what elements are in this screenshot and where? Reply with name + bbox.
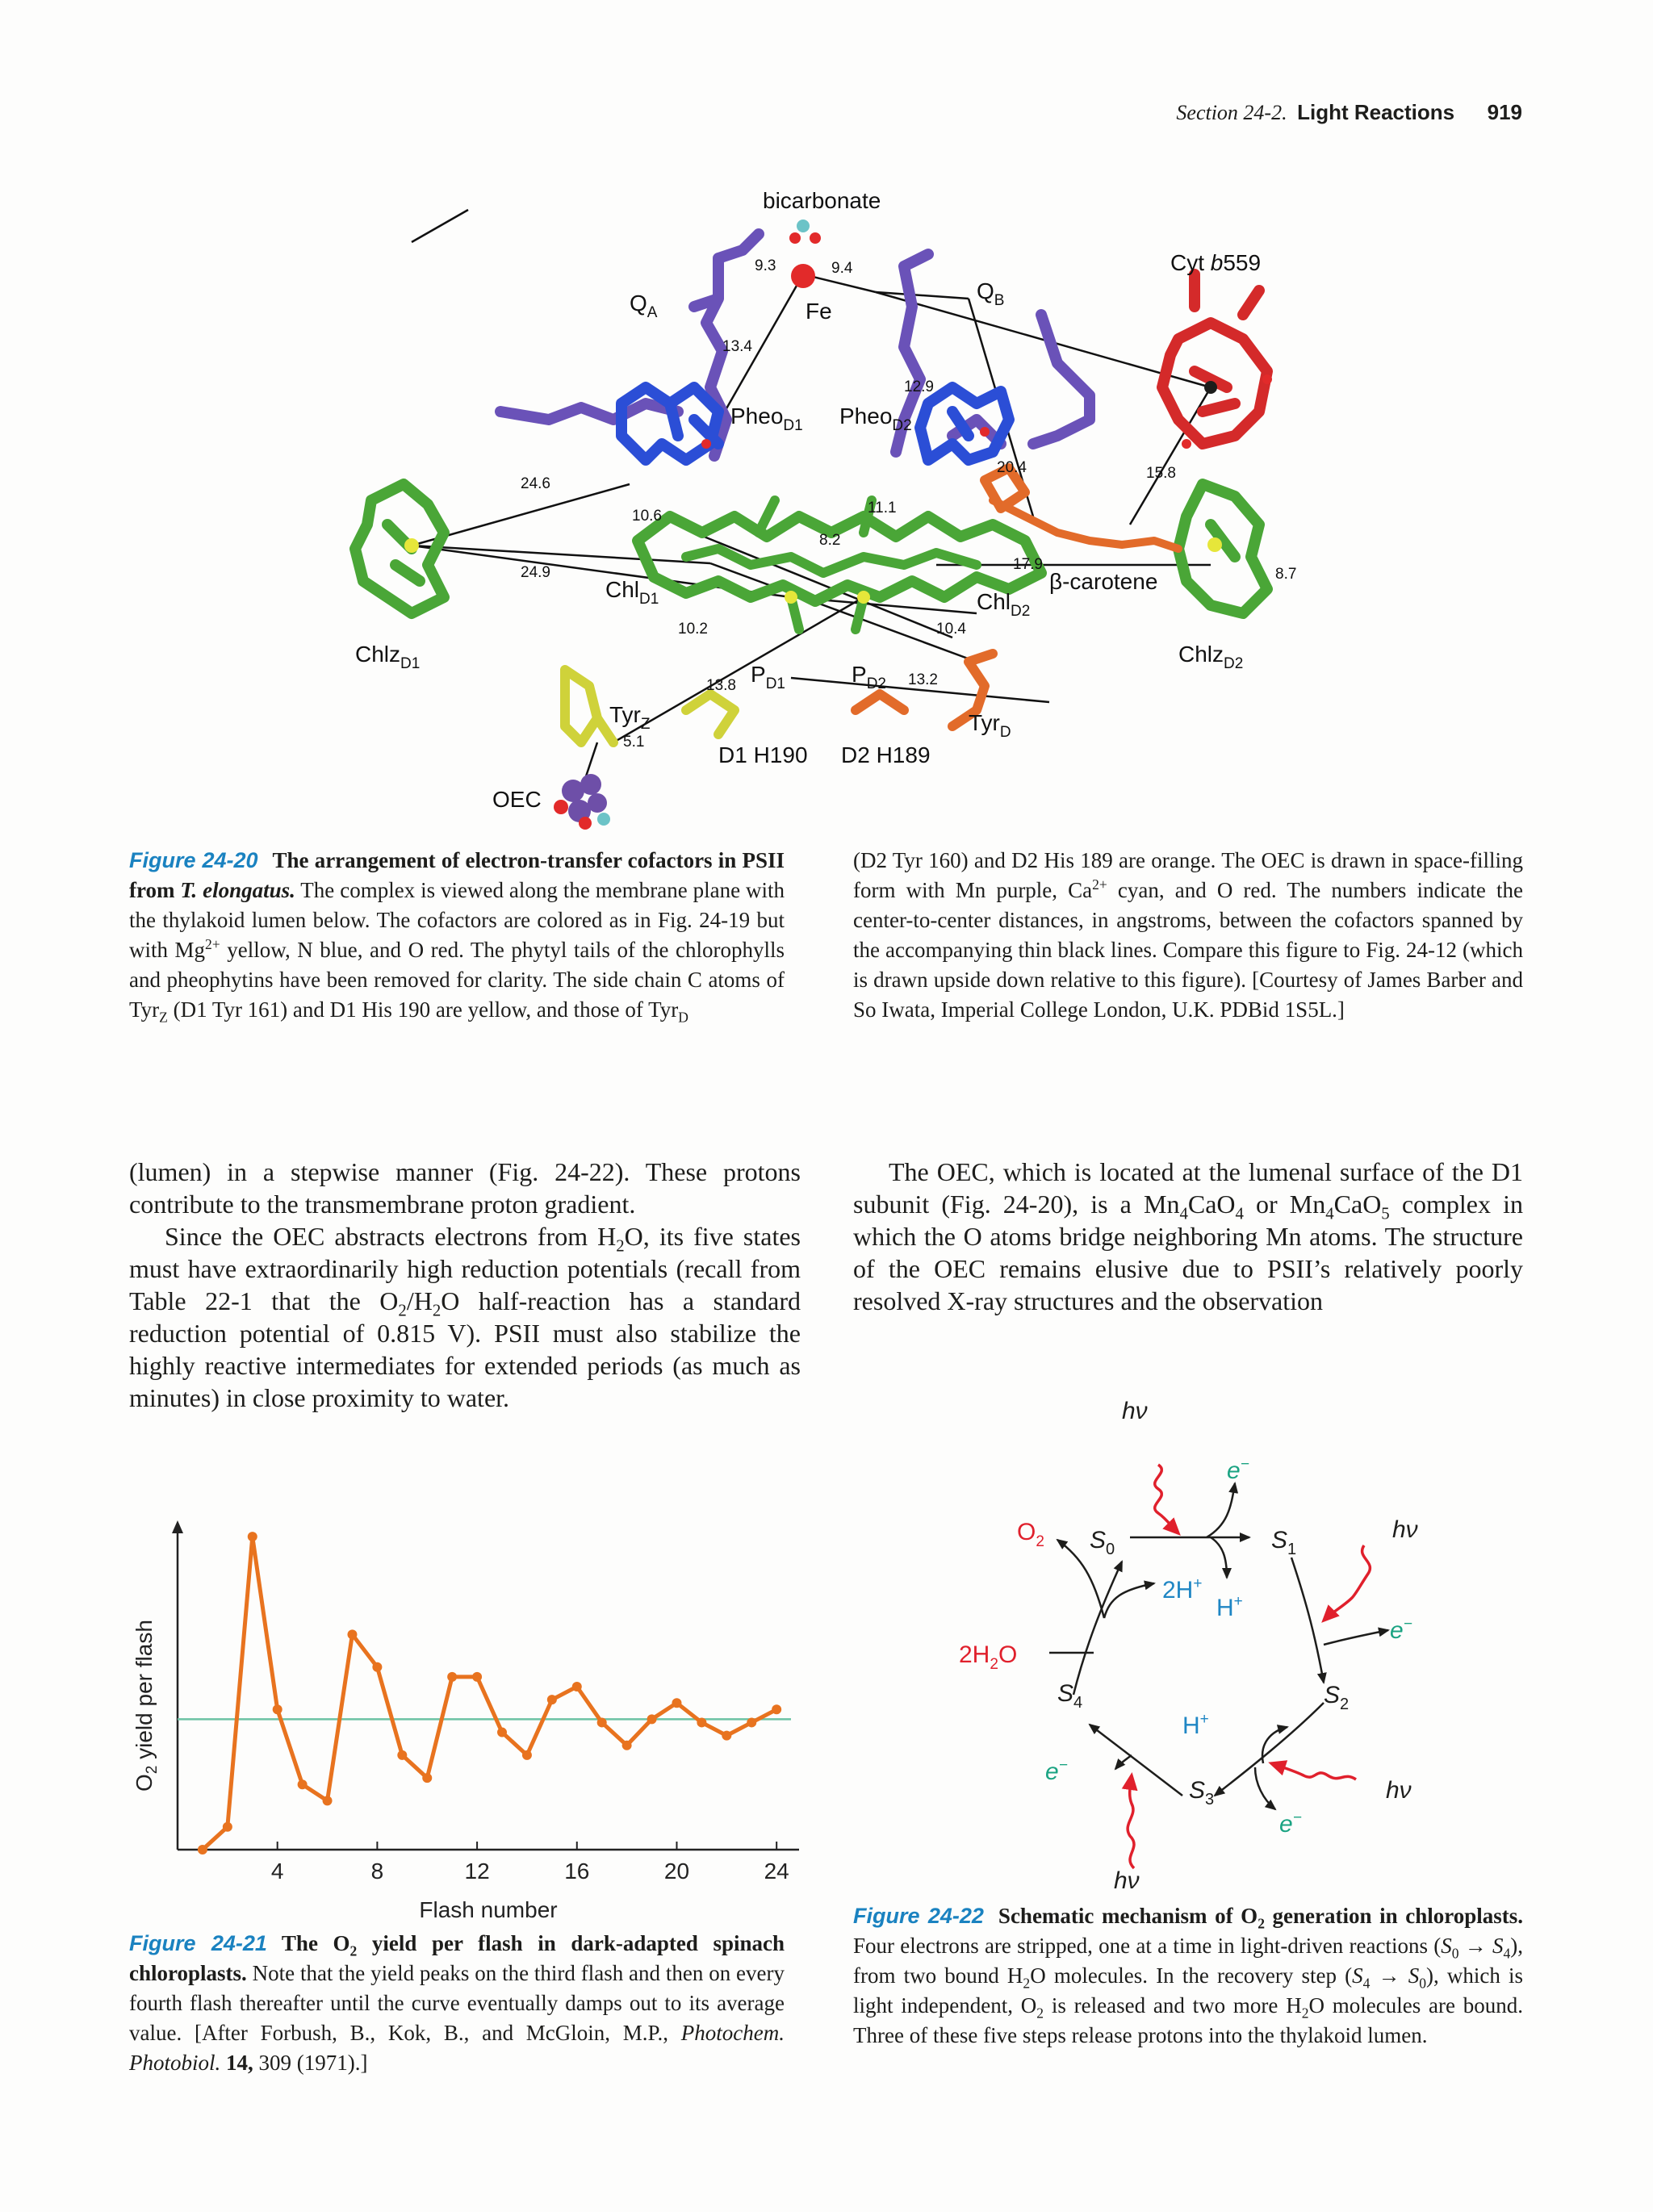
data-point [422,1773,432,1783]
distance-label: 9.3 [755,257,776,274]
chart-ylabel: $O_2$ yield per flash [132,1620,161,1792]
distance-label: 10.4 [936,621,966,638]
figure-label: Figure 24-22 [853,1904,984,1928]
light-arrows [1128,1465,1370,1868]
paragraph: Since the OEC abstracts electrons from $H_2O$, its five states must have extraordinarily high reduction potentials (recall from Table 22-1 that the $O_2/H_2O$ half-reaction has a standard reduction potential of 0.815 V). PSII must also stabilize the highly reactive intermediates for extended periods (as much as minutes) in close proximity to water. [129,1222,801,1412]
label-chlz-d2: Chlz$_{D2}$ [1178,642,1244,672]
data-point [772,1704,781,1714]
distance-label: 12.9 [904,378,934,395]
state-s2: $S_2$ [1324,1682,1350,1713]
distance-label: 9.4 [831,260,853,277]
label-beta-carotene: β-carotene [1049,569,1158,594]
label-fe: Fe [806,299,832,324]
psii-cofactor-figure [339,178,1356,839]
data-point [472,1672,482,1682]
chart-ticks [271,1842,789,1884]
data-point [597,1717,607,1727]
label-d2-h189: D2 H189 [841,742,931,767]
data-point [572,1682,582,1691]
distance-label: 13.8 [706,677,736,694]
hv-label: hν [1114,1867,1140,1894]
caption-title: Schematic mechanism of $O_2$ generation in chloroplasts. [998,1904,1524,1932]
proton-label: H+ [1216,1593,1243,1621]
data-point [447,1672,457,1682]
label-chlz-d1: Chlz$_{D1}$ [355,642,421,672]
data-point [672,1698,681,1708]
label-d1-h190: D1 H190 [718,742,808,767]
page-number: 919 [1487,100,1522,124]
data-point [697,1717,706,1727]
label-cyt-b559: Cyt b559 [1170,250,1262,275]
chart-points [198,1532,781,1854]
data-point [647,1714,657,1724]
figure-label: Figure 24-20 [129,848,258,872]
label-qa: $Q_A$ [630,291,658,321]
paragraph: (lumen) in a stepwise manner (Fig. 24-22). These protons contribute to the transmembrane proton gradient. [129,1157,801,1219]
x-tick-label: 24 [764,1859,789,1884]
label-chl-d2: Chl$_{D2}$ [977,589,1031,620]
body-text-left [129,1156,801,1414]
data-point [372,1662,382,1672]
figure-label: Figure 24-21 [129,1931,267,1955]
distance-label: 24.9 [521,564,550,581]
x-tick-label: 12 [464,1859,490,1884]
o2-yield-chart [113,1501,815,1921]
data-point [223,1822,232,1832]
figure-24-20-caption-col1: Figure 24-20 The arrangement of electron-transfer cofactors in PSII from T. elongatus. The complex is viewed along the membrane plane with the thylakoid lumen below. The cofactors are colored as in Fig. 24-19 but with $Mg^{2+}$ yellow, N blue, and O red. The phytyl tails of the chlorophylls and pheophytins have been removed for clarity. The side chain C atoms of Tyr$_Z$ (D1 Tyr 161) and D1 His 190 are yellow, and those of Tyr$_D$ [129,848,785,1026]
distance-label: 24.6 [521,475,550,492]
figure-24-21-caption: Figure 24-21 The $O_2$ yield per flash in dark-adapted spinach chloroplasts. Note that the yield peaks on the third flash and then on every fourth flash thereafter until the curve eventually damps out to its average value. [After Forbush, B., Kok, B., and McGloin, M.P., Photochem. Photobiol. 14, 309 (1971).] [129,1931,785,2075]
water-label: $2H_2O$ [959,1641,1018,1673]
two-protons-label: 2H+ [1162,1575,1203,1604]
distance-label: 10.6 [632,508,662,525]
data-point [248,1532,257,1541]
label-oec: OEC [492,787,542,812]
distance-label: 15.8 [1146,465,1176,482]
body-text-right [853,1156,1523,1317]
y-axis-arrowhead [172,1520,183,1533]
data-point [323,1796,333,1805]
x-tick-label: 16 [564,1859,590,1884]
label-p-d2: $P_{D2}$ [852,662,886,692]
electron-label: e− [1279,1809,1302,1838]
data-point [298,1779,308,1789]
x-tick-label: 20 [663,1859,690,1884]
hv-label: hν [1122,1398,1148,1424]
data-point [397,1750,407,1760]
electron-label: e− [1390,1616,1412,1644]
electron-label: e− [1045,1757,1068,1785]
distance-label: 13.2 [908,671,938,688]
series-line [203,1537,776,1850]
label-chl-d1: Chl$_{D1}$ [605,577,659,608]
chart-axes [172,1520,799,1850]
x-tick-label: 4 [270,1859,284,1884]
header-title: Light Reactions [1297,100,1455,124]
state-s0: $S_0$ [1090,1527,1115,1558]
data-point [547,1695,557,1704]
distance-label: 13.4 [722,338,752,355]
state-s4: $S_4$ [1057,1680,1083,1712]
data-point [497,1728,507,1737]
distance-label: 8.7 [1275,566,1297,583]
running-header [1176,100,1522,125]
label-tyr-d: Tyr$_D$ [969,710,1011,741]
data-point [747,1717,756,1727]
caption-title: The $O_2$ yield per flash in dark-adapted spinach chloroplasts. [129,1931,785,1985]
distance-lines [412,210,1211,791]
distance-label: 20.4 [997,459,1027,476]
state-s1: $S_1$ [1271,1527,1297,1558]
figure-24-20-caption-col2: (D2 Tyr 160) and D2 His 189 are orange. The OEC is drawn in space-filling form with Mn purple, $Ca^{2+}$ cyan, and O red. The numbers indicate the center-to-center distances, in angstroms, between the cofactors spanned by the accompanying thin black lines. Compare this figure to Fig. 24-12 (which is drawn upside down relative to this figure). [Courtesy of James Barber and So Iwata, Imperial College London, U.K. PDBid 1S5L.] [853,848,1523,1022]
figure-24-22-caption: Figure 24-22 Schematic mechanism of $O_2$ generation in chloroplasts. Four electrons are stripped, one at a time in light-driven reactions $(S_0 \to S_4)$, from two bound $H_2O$ molecules. In the recovery step $(S_4 \to S_0)$, which is light independent, $O_2$ is released and two more $H_2O$ molecules are bound. Three of these five steps release protons into the thylakoid lumen. [853,1904,1524,2047]
distance-label: 11.1 [868,500,897,516]
label-pheo-d1: Pheo$_{D1}$ [730,404,803,434]
state-s3: $S_3$ [1189,1777,1215,1808]
s-state-cycle-diagram [928,1396,1453,1896]
data-point [347,1629,357,1639]
caption-title: The arrangement of electron-transfer cofactors in PSII from T. elongatus. [129,848,785,902]
hv-label: hν [1392,1516,1418,1543]
paragraph: The OEC, which is located at the lumenal surface of the D1 subunit (Fig. 24-20), is a $Mn_4CaO_4$ or $Mn_4CaO_5$ complex in which the O atoms bridge neighboring Mn atoms. The structure of the OEC remains elusive due to PSII’s relatively poorly resolved X-ray structures and the observation [853,1157,1523,1315]
data-point [722,1731,731,1741]
distance-label: 8.2 [819,532,841,549]
data-point [522,1750,532,1760]
electron-label: e− [1227,1456,1249,1484]
proton-label: H+ [1182,1711,1209,1739]
label-qb: $Q_B$ [977,278,1005,309]
distance-label: 17.9 [1013,556,1043,573]
hv-label: hν [1386,1777,1412,1804]
label-tyr-z: Tyr$_Z$ [609,702,651,733]
distance-label: 10.2 [678,621,708,638]
chart-xlabel: Flash number [419,1897,558,1921]
x-tick-label: 8 [370,1859,384,1884]
label-pheo-d2: Pheo$_{D2}$ [839,404,912,434]
label-bicarbonate: bicarbonate [763,188,881,213]
diagram-labels [959,1398,1418,1894]
data-point [622,1741,632,1750]
header-section: Section 24-2. [1176,101,1287,124]
data-point [198,1845,207,1854]
state-labels [1057,1527,1349,1808]
o2-label: $O_2$ [1017,1519,1044,1550]
data-point [273,1704,282,1714]
distance-label: 5.1 [623,734,645,751]
label-p-d1: $P_{D1}$ [751,662,785,692]
